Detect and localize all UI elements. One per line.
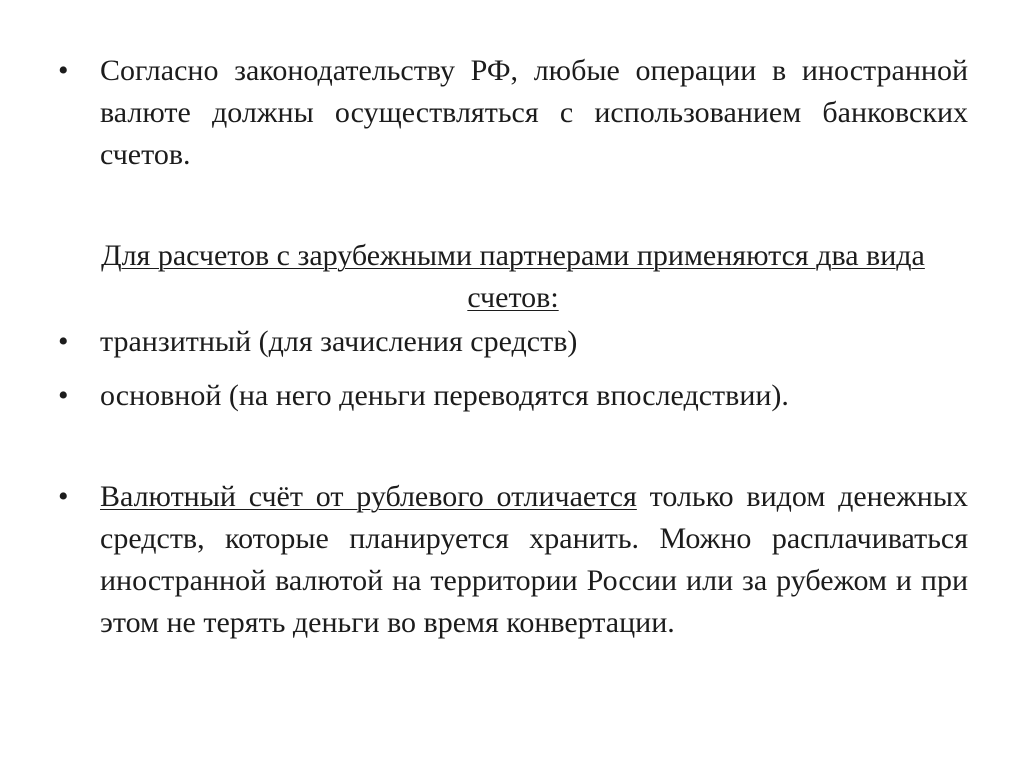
- bullet-icon: •: [58, 325, 69, 358]
- paragraph-legislation-text: Согласно законодательству РФ, любые операции в иностранной валюте должны осуществляться с использованием банковских счетов.: [100, 54, 968, 171]
- paragraph-currency-account: [58, 476, 968, 644]
- paragraph-currency-account-text: [100, 476, 968, 644]
- list-item-text: транзитный (для зачисления средств): [100, 325, 578, 358]
- list-item: [58, 375, 968, 417]
- list-item: [58, 321, 968, 363]
- bullet-icon: •: [58, 54, 69, 87]
- list-item-text: основной (на него деньги переводятся впоследствии).: [100, 379, 789, 412]
- section-heading: Для расчетов с зарубежными партнерами применяются два вида счетов:: [101, 239, 925, 314]
- bullet-row: [58, 50, 968, 176]
- bullet-row: [58, 476, 968, 644]
- paragraph-legislation: [58, 50, 968, 176]
- bullet-icon: •: [58, 379, 69, 412]
- underlined-phrase: Валютный счёт от рублевого отличается: [100, 480, 637, 513]
- account-types-list: [58, 321, 968, 417]
- paragraph-rest: только видом денежных средств, которые планируется хранить. Можно расплачиваться иностранной валютой на территории России или за рубежом и при этом не терять деньги во время конвертации.: [100, 480, 968, 639]
- bullet-icon: •: [58, 480, 69, 513]
